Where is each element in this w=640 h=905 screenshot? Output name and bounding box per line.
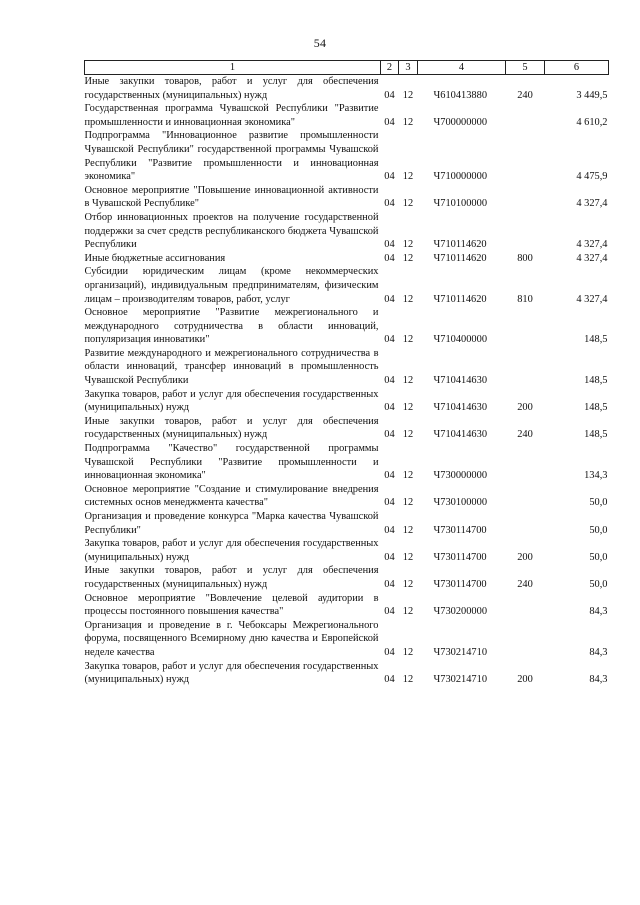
amount-cell: 3 449,5 <box>576 89 608 101</box>
target-article-cell: Ч710114620 <box>433 239 487 251</box>
amount-cell: 84,3 <box>589 674 608 686</box>
table-row <box>85 537 609 564</box>
target-article-cell: Ч730214710 <box>433 646 488 658</box>
expense-type-cell: 240 <box>517 429 533 441</box>
row-name-cell: Основное мероприятие "Повышение инновационной активности в Чувашской Республике" <box>84 184 379 210</box>
expense-type-cell <box>506 211 545 252</box>
amount-cell: 148,5 <box>584 375 608 387</box>
target-article-cell: Ч610413880 <box>433 89 488 101</box>
subsection-code-cell: 12 <box>402 89 414 101</box>
section-code-cell: 04 <box>384 551 395 563</box>
header-col-3: 3 <box>399 61 418 75</box>
target-article-cell: Ч730200000 <box>433 606 488 618</box>
expense-type-cell: 200 <box>517 674 533 686</box>
amount-cell: 4 327,4 <box>576 198 608 210</box>
section-code-cell: 04 <box>384 402 395 414</box>
subsection-code-cell: 12 <box>402 646 414 658</box>
target-article-cell: Ч730214710 <box>433 674 488 686</box>
expense-type-cell <box>506 306 545 347</box>
table-body <box>85 75 609 687</box>
page-number: 54 <box>313 36 327 50</box>
subsection-code-cell: 12 <box>402 497 414 509</box>
subsection-code-cell: 12 <box>402 606 414 618</box>
table-row <box>85 619 609 660</box>
row-name-cell: Отбор инновационных проектов на получение государственной поддержки за счет средств республиканского бюджета Чувашской Республики <box>84 211 379 251</box>
section-code-cell: 04 <box>384 89 395 101</box>
subsection-code-cell: 12 <box>402 293 414 305</box>
table-row <box>85 442 609 483</box>
table-row <box>85 592 609 619</box>
row-name-cell: Подпрограмма "Качество" государственной программы Чувашской Республики "Развитие промышленности и инновационная экономика" <box>84 443 379 482</box>
header-row <box>85 61 609 75</box>
section-code-cell: 04 <box>384 239 395 251</box>
expense-type-cell <box>506 510 545 537</box>
subsection-code-cell: 12 <box>402 239 414 251</box>
expense-type-cell <box>506 102 545 129</box>
row-name-cell: Иные закупки товаров, работ и услуг для обеспечения государственных (муниципальных) нужд <box>84 76 379 101</box>
budget-table <box>84 60 609 687</box>
amount-cell: 134,3 <box>584 470 608 482</box>
row-name-cell: Субсидии юридическим лицам (кроме некоммерческих организаций), индивидуальным предпринимателям, физическим лицам – производителям товаров, работ, услуг <box>84 266 379 305</box>
subsection-code-cell: 12 <box>402 674 414 686</box>
amount-cell: 50,0 <box>589 578 608 590</box>
section-code-cell: 04 <box>384 334 395 346</box>
row-name-cell: Иные бюджетные ассигнования <box>84 252 226 264</box>
row-name-cell: Иные закупки товаров, работ и услуг для обеспечения государственных (муниципальных) нужд <box>84 415 379 441</box>
table-row <box>85 129 609 183</box>
amount-cell: 50,0 <box>589 524 608 536</box>
subsection-code-cell: 12 <box>402 578 414 590</box>
subsection-code-cell: 12 <box>402 252 414 264</box>
expense-type-cell <box>506 442 545 483</box>
header-col-2: 2 <box>381 61 399 75</box>
section-code-cell: 04 <box>384 497 395 509</box>
expense-type-cell: 240 <box>517 89 533 101</box>
subsection-code-cell: 12 <box>402 198 414 210</box>
target-article-cell: Ч710000000 <box>433 171 488 183</box>
target-article-cell: Ч710414630 <box>433 402 488 414</box>
table-row <box>85 252 609 266</box>
section-code-cell: 04 <box>384 674 395 686</box>
row-name-cell: Развитие международного и межрегионального сотрудничества в области инноваций, трансфер инноваций в промышленность Чувашской Республики <box>84 347 379 387</box>
amount-cell: 4 475,9 <box>576 171 608 183</box>
subsection-code-cell: 12 <box>402 171 414 183</box>
amount-cell: 4 327,4 <box>576 239 608 251</box>
table-row <box>85 102 609 129</box>
subsection-code-cell: 12 <box>402 402 414 414</box>
target-article-cell: Ч710114620 <box>433 293 487 305</box>
amount-cell: 50,0 <box>589 551 608 563</box>
target-article-cell: Ч730114700 <box>433 578 487 590</box>
section-code-cell: 04 <box>384 293 395 305</box>
row-name-cell: Иные закупки товаров, работ и услуг для обеспечения государственных (муниципальных) нужд <box>84 565 379 590</box>
table-row <box>85 75 609 103</box>
target-article-cell: Ч730000000 <box>433 470 488 482</box>
row-name-cell: Закупка товаров, работ и услуг для обеспечения государственных (муниципальных) нужд <box>84 538 379 563</box>
header-col-6: 6 <box>545 61 609 75</box>
target-article-cell: Ч730114700 <box>433 524 487 536</box>
row-name-cell: Подпрограмма "Инновационное развитие промышленности Чувашской Республики" государственной программы Чувашской Республики "Развитие промышленности и инновационная экономика" <box>84 130 379 183</box>
row-name-cell: Основное мероприятие "Вовлечение целевой аудитории в процессы постоянного повышения качества" <box>84 592 379 618</box>
amount-cell: 4 610,2 <box>576 116 608 128</box>
table-row <box>85 265 609 306</box>
table-row <box>85 306 609 347</box>
subsection-code-cell: 12 <box>402 429 414 441</box>
row-name-cell: Основное мероприятие "Развитие межрегионального и международного сотрудничества в области инноваций, популяризация инноватики" <box>84 307 379 346</box>
amount-cell: 4 327,4 <box>576 293 608 305</box>
amount-cell: 50,0 <box>589 497 608 509</box>
expense-type-cell <box>506 592 545 619</box>
target-article-cell: Ч710114620 <box>433 252 487 264</box>
subsection-code-cell: 12 <box>402 116 414 128</box>
header-col-1: 1 <box>85 61 381 75</box>
subsection-code-cell: 12 <box>402 375 414 387</box>
section-code-cell: 04 <box>384 578 395 590</box>
subsection-code-cell: 12 <box>402 334 414 346</box>
row-name-cell: Закупка товаров, работ и услуг для обеспечения государственных (муниципальных) нужд <box>84 388 379 414</box>
subsection-code-cell: 12 <box>402 524 414 536</box>
table-header <box>85 61 609 75</box>
subsection-code-cell: 12 <box>402 470 414 482</box>
row-name-cell: Организация и проведение конкурса "Марка качества Чувашской Республики" <box>84 511 379 536</box>
header-col-4: 4 <box>418 61 506 75</box>
row-name-cell: Закупка товаров, работ и услуг для обеспечения государственных (муниципальных) нужд <box>84 660 379 686</box>
target-article-cell: Ч730100000 <box>433 497 488 509</box>
expense-type-cell: 240 <box>517 578 533 590</box>
section-code-cell: 04 <box>384 171 395 183</box>
section-code-cell: 04 <box>384 252 395 264</box>
header-col-5: 5 <box>506 61 545 75</box>
amount-cell: 84,3 <box>589 606 608 618</box>
row-name-cell: Государственная программа Чувашской Республики "Развитие промышленности и инновационная экономика" <box>84 103 379 128</box>
table-row <box>85 564 609 591</box>
table-row <box>85 347 609 388</box>
expense-type-cell <box>506 184 545 211</box>
amount-cell: 148,5 <box>584 429 608 441</box>
table-row <box>85 388 609 415</box>
expense-type-cell <box>506 129 545 183</box>
subsection-code-cell: 12 <box>402 551 414 563</box>
amount-cell: 148,5 <box>584 334 608 346</box>
section-code-cell: 04 <box>384 375 395 387</box>
expense-type-cell: 800 <box>517 252 533 264</box>
table-row <box>85 211 609 252</box>
expense-type-cell <box>506 347 545 388</box>
section-code-cell: 04 <box>384 470 395 482</box>
section-code-cell: 04 <box>384 646 395 658</box>
target-article-cell: Ч710100000 <box>433 198 488 210</box>
target-article-cell: Ч710414630 <box>433 429 488 441</box>
row-name-cell: Организация и проведение в г. Чебоксары Межрегионального форума, посвященного Всемирному дню качества и Европейской неделе качества <box>84 619 379 658</box>
table-row <box>85 184 609 211</box>
table-row <box>85 660 609 687</box>
table-row <box>85 510 609 537</box>
expense-type-cell: 810 <box>517 293 533 305</box>
section-code-cell: 04 <box>384 198 395 210</box>
target-article-cell: Ч710400000 <box>433 334 488 346</box>
target-article-cell: Ч710414630 <box>433 375 488 387</box>
amount-cell: 148,5 <box>584 402 608 414</box>
expense-type-cell: 200 <box>517 402 533 414</box>
row-name-cell: Основное мероприятие "Создание и стимулирование внедрения системных основ менеджмента качества" <box>84 483 379 509</box>
expense-type-cell: 200 <box>517 551 533 563</box>
amount-cell: 4 327,4 <box>576 252 608 264</box>
amount-cell: 84,3 <box>589 646 608 658</box>
expense-type-cell <box>506 619 545 660</box>
expense-type-cell <box>506 483 545 510</box>
section-code-cell: 04 <box>384 606 395 618</box>
target-article-cell: Ч730114700 <box>433 551 487 563</box>
target-article-cell: Ч700000000 <box>433 116 488 128</box>
section-code-cell: 04 <box>384 524 395 536</box>
table-row <box>85 483 609 510</box>
table-row <box>85 415 609 442</box>
section-code-cell: 04 <box>384 116 395 128</box>
section-code-cell: 04 <box>384 429 395 441</box>
